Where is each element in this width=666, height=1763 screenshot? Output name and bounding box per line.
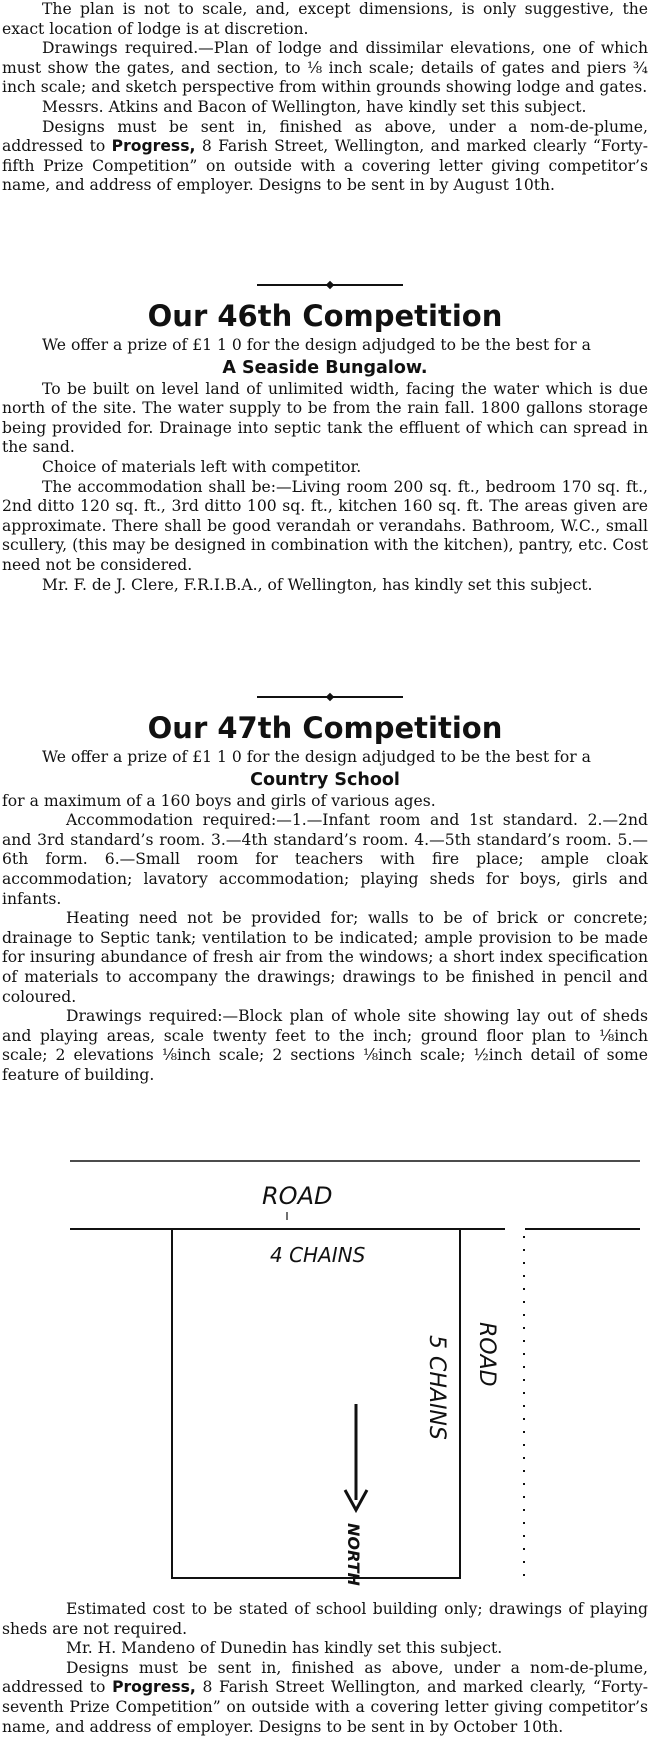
competition-46-materials-paragraph: Choice of materials left with competitor. [42, 457, 362, 476]
site-plan-figure [0, 1160, 666, 1600]
competition-46-site-paragraph: To be built on level land of unlimited width, facing the water which is due north of the site. The water supply to be from the rain fall. 1800 gallons storage being provided for. Drainage into septic tank the effluent of which can spread in the sand. [2, 379, 648, 457]
ornamental-rule [2, 280, 648, 290]
competition-47-subject: Country School [250, 769, 400, 790]
site-plan-drawing [0, 1160, 666, 1600]
competition-47-offer: We offer a prize of £1 1 0 for the design adjudged to be the best for a [42, 748, 591, 766]
competition-47-setter-paragraph: Mr. H. Mandeno of Dunedin has kindly set this subject. [66, 1639, 503, 1658]
competition-47-submission-paragraph [2, 1659, 648, 1737]
competition-47-capacity: for a maximum of a 160 boys and girls of various ages. [2, 791, 436, 810]
label-length-chains: 5 CHAINS [424, 1335, 449, 1440]
label-north: NORTH [344, 1523, 363, 1586]
competition-47-progress-name: Progress, [112, 1678, 196, 1697]
intro-submission-text-b: 8 Farish Street, Wellington, and marked clearly “Forty-fifth Prize Competition” on outside with a covering letter giving competitor’s name, and address of employer. Designs to be sent in by August 10th. [2, 137, 649, 195]
competition-47-cost-paragraph: Estimated cost to be stated of school building only; drawings of playing sheds are not required. [2, 1600, 648, 1638]
divider-2 [2, 692, 648, 702]
competition-47-requirements-paragraph: Heating need not be provided for; walls to be of brick or concrete; drainage to Septic tank; ventilation to be indicated; ample provision to be made for insuring abundance of fresh air from the windows; a short index specification of materials to accompany the drawings; drawings to be finished in pencil and coloured. [2, 909, 648, 1006]
intro-section [2, 0, 648, 196]
competition-47-submission-text-b: 8 Farish Street Wellington, and marked clearly, “Forty-seventh Prize Competition” on outside with a covering letter giving competitor’s name, and address of employer. Designs to be sent in by October 10th. [2, 1678, 648, 1736]
ornamental-rule [2, 692, 648, 702]
competition-47-heading: Our 47th Competition [147, 711, 503, 745]
competition-46-accommodation-paragraph: The accommodation shall be:—Living room 200 sq. ft., bedroom 170 sq. ft., 2nd ditto 120 sq. ft., 3rd ditto 100 sq. ft., kitchen 160 sq. ft. The areas given are approximate. There shall be good verandah or verandahs. Bathroom, W.C., small scullery, (this may be designed in combination with the kitchen), pantry, etc. Cost need not be considered. [2, 477, 648, 574]
site-boundary [172, 1229, 460, 1578]
competition-46-offer: We offer a prize of £1 1 0 for the design adjudged to be the best for a [42, 336, 591, 354]
competition-47-closing [2, 1600, 648, 1737]
intro-paragraph-submission [2, 118, 648, 196]
intro-submission-text-a: Designs must be sent in, finished as above, under a nom-de-plume, addressed to [2, 117, 648, 156]
competition-47-accommodation-paragraph: Accommodation required:—1.—Infant room and 1st standard. 2.—2nd and 3rd standard’s room. 3.—4th standard’s room. 4.—5th standard’s room. 5.—6th form. 6.—Small room for teachers with fire place; ample cloak accommodation; lavatory accommodation; playing sheds for boys, girls and infants. [2, 811, 648, 908]
label-road-side: ROAD [474, 1322, 499, 1387]
competition-46-setter-paragraph: Mr. F. de J. Clere, F.R.I.B.A., of Wellington, has kindly set this subject. [42, 575, 593, 594]
label-road-top: ROAD [262, 1182, 333, 1210]
intro-paragraph-plan-note: The plan is not to scale, and, except dimensions, is only suggestive, the exact location of lodge is at discretion. [2, 0, 648, 38]
competition-46-section [2, 296, 648, 595]
competition-46-heading: Our 46th Competition [147, 299, 503, 333]
competition-47-submission-text-a: Designs must be sent in, finished as above, under a nom-de-plume, addressed to [2, 1658, 648, 1697]
label-width-chains: 4 CHAINS [270, 1243, 366, 1267]
competition-47-section [2, 708, 648, 1086]
intro-paragraph-drawings: Drawings required.—Plan of lodge and dissimilar elevations, one of which must show the gates, and section, to ⅛ inch scale; details of gates and piers ¾ inch scale; and sketch perspective from within grounds showing lodge and gates. [2, 39, 648, 97]
competition-46-subject: A Seaside Bungalow. [222, 357, 428, 378]
intro-progress-name: Progress, [111, 137, 196, 156]
divider-1 [2, 280, 648, 290]
competition-47-drawings-paragraph: Drawings required:—Block plan of whole site showing lay out of sheds and playing areas, scale twenty feet to the inch; ground floor plan to ⅛inch scale; 2 elevations ⅛inch scale; 2 sections ⅛inch scale; ½inch detail of some feature of building. [2, 1007, 648, 1084]
intro-paragraph-setters: Messrs. Atkins and Bacon of Wellington, have kindly set this subject. [42, 97, 587, 116]
